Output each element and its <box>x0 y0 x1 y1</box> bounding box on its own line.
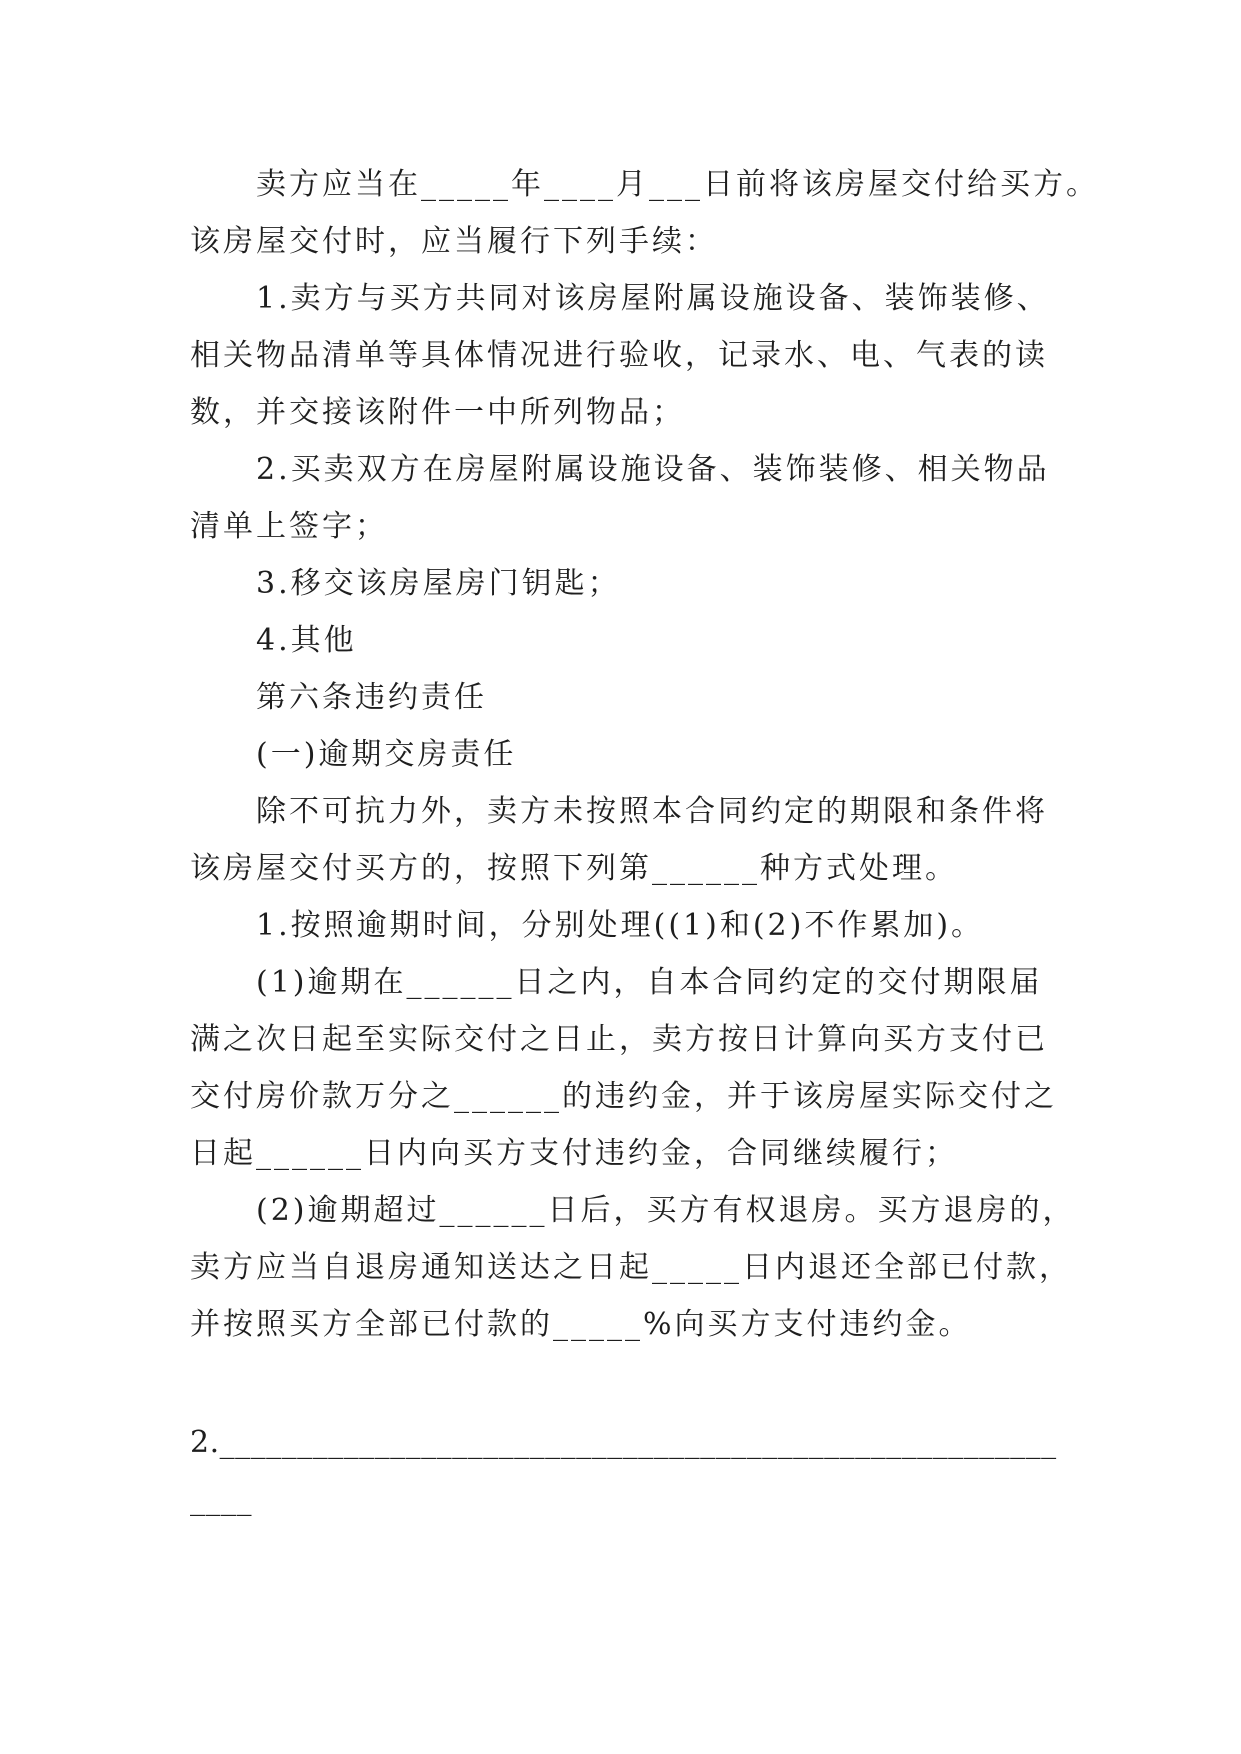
paragraph-line: 满之次日起至实际交付之日止，卖方按日计算向买方支付已 <box>190 1022 1048 1057</box>
paragraph-line: 除不可抗力外，卖方未按照本合同约定的期限和条件将 <box>256 794 1048 829</box>
section-heading: 第六条违约责任 <box>256 680 487 715</box>
paragraph-line: 卖方应当自退房通知送达之日起_____日内退还全部已付款， <box>190 1250 1072 1285</box>
paragraph-line: 数，并交接该附件一中所列物品； <box>190 395 685 430</box>
list-item-line: 1.卖方与买方共同对该房屋附属设施设备、装饰装修、 <box>256 281 1050 316</box>
paragraph-line: 并按照买方全部已付款的_____%向买方支付违约金。 <box>190 1307 972 1342</box>
list-item-line: 4.其他 <box>256 623 357 658</box>
list-item-line: (2)逾期超过______日后，买方有权退房。买方退房的， <box>256 1193 1076 1228</box>
paragraph-line: 卖方应当在_____年____月___日前将该房屋交付给买方。 <box>256 167 1099 202</box>
paragraph-line: 日起______日内向买方支付违约金，合同继续履行； <box>190 1136 958 1171</box>
paragraph-line: 该房屋交付时，应当履行下列手续： <box>190 224 718 259</box>
list-item-line: 3.移交该房屋房门钥匙； <box>256 566 621 601</box>
paragraph-line: 该房屋交付买方的，按照下列第______种方式处理。 <box>190 851 958 886</box>
paragraph-line: 清单上签字； <box>190 509 388 544</box>
paragraph-line: 交付房价款万分之______的违约金，并于该房屋实际交付之 <box>190 1079 1057 1114</box>
list-item-line: (1)逾期在______日之内，自本合同约定的交付期限届 <box>256 965 1043 1000</box>
paragraph-line: 相关物品清单等具体情况进行验收，记录水、电、气表的读 <box>190 338 1048 373</box>
list-item-line: 2.买卖双方在房屋附属设施设备、装饰装修、相关物品 <box>256 452 1050 487</box>
subsection-heading: (一)逾期交房责任 <box>256 737 517 772</box>
list-item-line: 1.按照逾期时间，分别处理((1)和(2)不作累加)。 <box>256 908 985 943</box>
blank-fill-line: 2.______________________________________________________ <box>190 1425 1057 1460</box>
blank-fill-line: ____ <box>190 1482 252 1517</box>
